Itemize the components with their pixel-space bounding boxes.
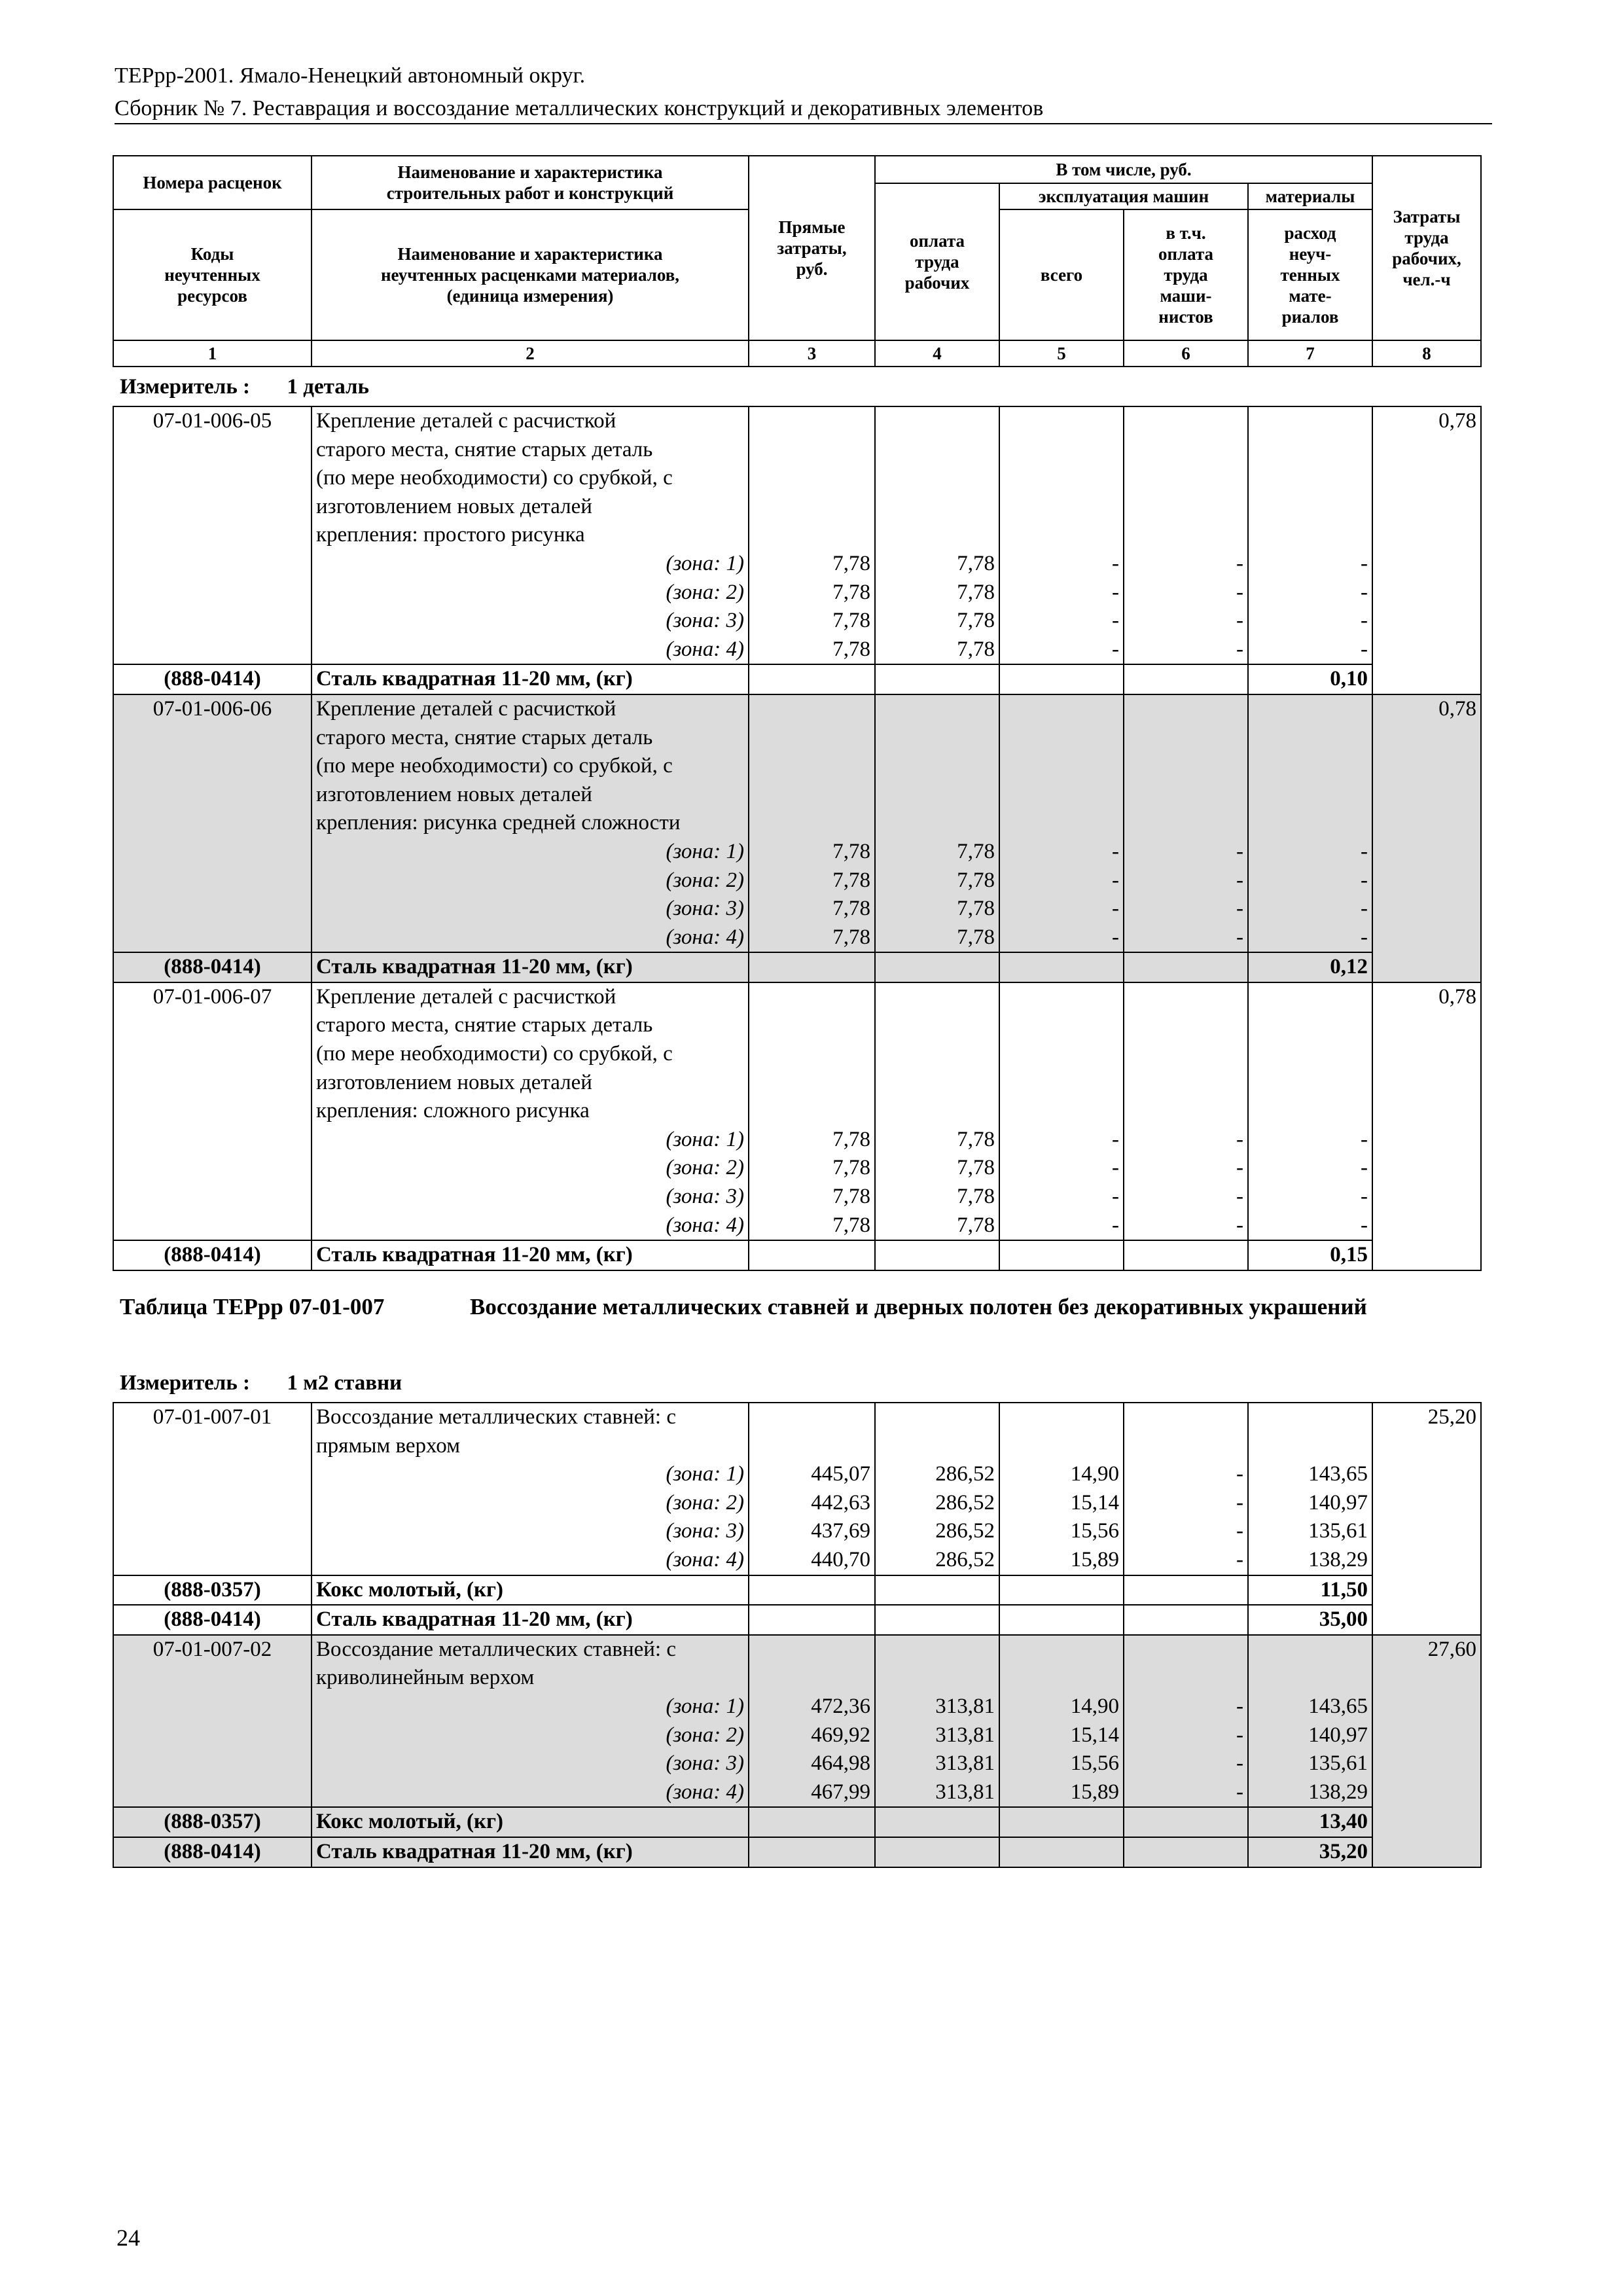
machine-cost-value: - — [1112, 897, 1119, 921]
resource-code: (888-0414) — [113, 952, 312, 982]
direct-cost-value: 445,07 — [811, 1462, 870, 1486]
rate-description — [312, 982, 749, 1240]
empty-cell — [875, 1240, 999, 1270]
machine-cost-value: - — [1112, 925, 1119, 949]
measure-line-1 — [120, 375, 369, 399]
empty-cell — [749, 952, 875, 982]
rates-table-2 — [113, 1402, 1482, 1868]
materials-cost-value: - — [1361, 580, 1368, 604]
machine-cost-value: 15,14 — [1070, 1723, 1119, 1747]
zone-label: (зона: 3) — [666, 1751, 744, 1776]
machine-cost-value: - — [1112, 1127, 1119, 1151]
direct-cost-value: 7,78 — [832, 1213, 870, 1237]
zone-label: (зона: 4) — [666, 925, 744, 949]
machinist-wages-value: - — [1236, 1462, 1243, 1486]
rate-description — [312, 694, 749, 952]
labor-cost-value: 0,78 — [1438, 409, 1476, 433]
header-rule — [115, 123, 1492, 124]
empty-cell — [875, 952, 999, 982]
description-line: крепления: простого рисунка — [316, 523, 585, 547]
col-number-6: 6 — [1124, 340, 1248, 367]
description-line: Воссоздание металлических ставней: с — [316, 1637, 676, 1661]
empty-cell — [999, 1575, 1124, 1605]
machinist-wages-value: - — [1236, 1723, 1243, 1747]
machine-cost-value: 15,89 — [1070, 1780, 1119, 1804]
direct-cost-value: 7,78 — [832, 551, 870, 575]
materials-cost-value: 138,29 — [1308, 1780, 1368, 1804]
table-title-text: Воссоздание металлических ставней и дверных полотен без декоративных украшений — [470, 1294, 1367, 1319]
worker-wages-value: 7,78 — [957, 1185, 995, 1209]
zone-label: (зона: 1) — [666, 1462, 744, 1486]
materials-cost-value: - — [1361, 1156, 1368, 1180]
machine-cost — [999, 1403, 1124, 1575]
direct-cost-value: 437,69 — [811, 1519, 870, 1543]
col3-header: Прямые затраты, руб. — [749, 156, 875, 340]
labor-cost — [1372, 406, 1481, 694]
machinist-wages-value: - — [1236, 1127, 1243, 1151]
zone-label: (зона: 4) — [666, 637, 744, 661]
resource-code: (888-0414) — [113, 1240, 312, 1270]
empty-cell — [1124, 1575, 1248, 1605]
rate-code — [113, 982, 312, 1240]
labor-cost-value: 27,60 — [1427, 1637, 1476, 1661]
resource-row — [113, 1575, 1481, 1605]
rate-description — [312, 1403, 749, 1575]
col-number-1: 1 — [113, 340, 312, 367]
materials-cost-value: - — [1361, 1127, 1368, 1151]
materials-cost-value: - — [1361, 868, 1368, 892]
resource-name: Кокс молотый, (кг) — [312, 1807, 749, 1837]
zone-label: (зона: 4) — [666, 1547, 744, 1571]
worker-wages-value: 313,81 — [935, 1694, 995, 1718]
machine-cost — [999, 982, 1124, 1240]
machinist-wages — [1124, 1403, 1248, 1575]
col7-header: расход неуч- тенных мате- риалов — [1248, 209, 1372, 340]
machine-cost-value: 15,56 — [1070, 1751, 1119, 1776]
machines-header: эксплуатация машин — [999, 183, 1248, 209]
direct-cost-value: 7,78 — [832, 925, 870, 949]
direct-cost — [749, 406, 875, 664]
zone-label: (зона: 3) — [666, 1185, 744, 1209]
materials-cost-value: 143,65 — [1308, 1694, 1368, 1718]
col4-header: оплата труда рабочих — [875, 183, 999, 340]
machinist-wages-value: - — [1236, 637, 1243, 661]
machine-cost-value: - — [1112, 1156, 1119, 1180]
empty-cell — [875, 1575, 999, 1605]
direct-cost-value: 467,99 — [811, 1780, 870, 1804]
zone-label: (зона: 1) — [666, 1127, 744, 1151]
group-header: В том числе, руб. — [875, 156, 1372, 183]
machinist-wages-value: - — [1236, 609, 1243, 633]
zone-label: (зона: 2) — [666, 1490, 744, 1515]
description-line: изготовлением новых деталей — [316, 494, 592, 518]
direct-cost-value: 440,70 — [811, 1547, 870, 1571]
direct-cost — [749, 982, 875, 1240]
materials-cost-value: - — [1361, 925, 1368, 949]
resource-qty: 35,20 — [1248, 1837, 1372, 1867]
machinist-wages-value: - — [1236, 897, 1243, 921]
worker-wages-value: 286,52 — [935, 1519, 995, 1543]
direct-cost-value: 7,78 — [832, 868, 870, 892]
zone-label: (зона: 3) — [666, 897, 744, 921]
resource-name: Сталь квадратная 11-20 мм, (кг) — [312, 664, 749, 694]
zone-label: (зона: 4) — [666, 1780, 744, 1804]
labor-cost — [1372, 1403, 1481, 1635]
resource-qty: 0,10 — [1248, 664, 1372, 694]
direct-cost — [749, 694, 875, 952]
materials-cost-value: 135,61 — [1308, 1519, 1368, 1543]
col-number-5: 5 — [999, 340, 1124, 367]
machine-cost-value: - — [1112, 1213, 1119, 1237]
materials-cost-value: 138,29 — [1308, 1547, 1368, 1571]
materials-cost-value: - — [1361, 637, 1368, 661]
machine-cost — [999, 1635, 1124, 1808]
machinist-wages — [1124, 982, 1248, 1240]
resource-row — [113, 1807, 1481, 1837]
resource-row — [113, 1837, 1481, 1867]
description-line: старого места, снятие старых деталь — [316, 437, 653, 461]
rate-code — [113, 1403, 312, 1575]
description-line: изготовлением новых деталей — [316, 1070, 592, 1094]
materials-cost-value: - — [1361, 897, 1368, 921]
description-line: Воссоздание металлических ставней: с — [316, 1405, 676, 1429]
labor-cost — [1372, 1635, 1481, 1867]
empty-cell — [749, 1605, 875, 1635]
resource-qty: 35,00 — [1248, 1605, 1372, 1635]
materials-cost — [1248, 982, 1372, 1240]
zone-label: (зона: 2) — [666, 580, 744, 604]
machine-cost — [999, 694, 1124, 952]
col5-header: всего — [999, 209, 1124, 340]
direct-cost — [749, 1403, 875, 1575]
worker-wages — [875, 982, 999, 1240]
machine-cost-value: 15,56 — [1070, 1519, 1119, 1543]
empty-cell — [749, 664, 875, 694]
machine-cost-value: 15,89 — [1070, 1547, 1119, 1571]
empty-cell — [875, 1807, 999, 1837]
direct-cost-value: 469,92 — [811, 1723, 870, 1747]
direct-cost-value: 442,63 — [811, 1490, 870, 1515]
labor-cost-value: 25,20 — [1427, 1405, 1476, 1429]
col1-bottom-header: Коды неучтенных ресурсов — [113, 209, 312, 340]
rate-item — [113, 1403, 1481, 1575]
description-line: прямым верхом — [316, 1433, 461, 1458]
empty-cell — [999, 952, 1124, 982]
materials-cost — [1248, 1635, 1372, 1808]
resource-row — [113, 1605, 1481, 1635]
direct-cost-value: 7,78 — [832, 839, 870, 863]
empty-cell — [999, 664, 1124, 694]
materials-cost-value: - — [1361, 1213, 1368, 1237]
machinist-wages-value: - — [1236, 1185, 1243, 1209]
col1-top-header: Номера расценок — [113, 156, 312, 209]
direct-cost-value: 7,78 — [832, 1185, 870, 1209]
col-number-3: 3 — [749, 340, 875, 367]
column-header-table — [113, 155, 1482, 367]
rate-code-text: 07-01-006-05 — [152, 409, 272, 433]
empty-cell — [1124, 1807, 1248, 1837]
machine-cost-value: - — [1112, 868, 1119, 892]
machinist-wages-value: - — [1236, 1694, 1243, 1718]
worker-wages-value: 313,81 — [935, 1780, 995, 1804]
worker-wages-value: 313,81 — [935, 1751, 995, 1776]
empty-cell — [999, 1807, 1124, 1837]
machine-cost-value: 14,90 — [1070, 1694, 1119, 1718]
description-line: крепления: рисунка средней сложности — [316, 811, 681, 835]
empty-cell — [1124, 1605, 1248, 1635]
measure-label: Измеритель : — [120, 1371, 251, 1395]
empty-cell — [875, 1837, 999, 1867]
col2-top-header: Наименование и характеристика строительных работ и конструкций — [312, 156, 749, 209]
worker-wages-value: 7,78 — [957, 868, 995, 892]
materials-cost-value: - — [1361, 1185, 1368, 1209]
machine-cost-value: - — [1112, 580, 1119, 604]
rate-code — [113, 406, 312, 664]
table-title-code: Таблица ТЕРрр 07-01-007 — [120, 1294, 385, 1319]
machine-cost — [999, 406, 1124, 664]
machinist-wages-value: - — [1236, 1751, 1243, 1776]
machinist-wages-value: - — [1236, 1490, 1243, 1515]
worker-wages-value: 7,78 — [957, 551, 995, 575]
empty-cell — [999, 1240, 1124, 1270]
direct-cost-value: 7,78 — [832, 897, 870, 921]
zone-label: (зона: 1) — [666, 1694, 744, 1718]
machine-cost-value: 15,14 — [1070, 1490, 1119, 1515]
empty-cell — [999, 1837, 1124, 1867]
empty-cell — [749, 1575, 875, 1605]
resource-code: (888-0357) — [113, 1575, 312, 1605]
empty-cell — [749, 1837, 875, 1867]
machine-cost-value: - — [1112, 637, 1119, 661]
machinist-wages-value: - — [1236, 1213, 1243, 1237]
direct-cost-value: 7,78 — [832, 637, 870, 661]
resource-row — [113, 1240, 1481, 1270]
labor-cost-value: 0,78 — [1438, 696, 1476, 721]
machinist-wages — [1124, 1635, 1248, 1808]
resource-qty: 0,12 — [1248, 952, 1372, 982]
empty-cell — [1124, 1240, 1248, 1270]
worker-wages-value: 286,52 — [935, 1490, 995, 1515]
worker-wages — [875, 1403, 999, 1575]
empty-cell — [1124, 1837, 1248, 1867]
zone-label: (зона: 2) — [666, 1723, 744, 1747]
worker-wages-value: 7,78 — [957, 1213, 995, 1237]
machinist-wages-value: - — [1236, 1547, 1243, 1571]
rate-item — [113, 406, 1481, 664]
description-line: старого места, снятие старых деталь — [316, 1013, 653, 1037]
machinist-wages-value: - — [1236, 1780, 1243, 1804]
rate-description — [312, 406, 749, 664]
worker-wages-value: 286,52 — [935, 1547, 995, 1571]
direct-cost-value: 7,78 — [832, 1127, 870, 1151]
resource-qty: 13,40 — [1248, 1807, 1372, 1837]
description-line: крепления: сложного рисунка — [316, 1099, 590, 1123]
direct-cost-value: 472,36 — [811, 1694, 870, 1718]
empty-cell — [1124, 952, 1248, 982]
empty-cell — [875, 1605, 999, 1635]
resource-name: Сталь квадратная 11-20 мм, (кг) — [312, 1605, 749, 1635]
worker-wages-value: 7,78 — [957, 839, 995, 863]
rate-code-text: 07-01-006-07 — [152, 984, 272, 1009]
worker-wages — [875, 694, 999, 952]
zone-label: (зона: 4) — [666, 1213, 744, 1237]
machinist-wages-value: - — [1236, 580, 1243, 604]
resource-name: Сталь квадратная 11-20 мм, (кг) — [312, 952, 749, 982]
worker-wages-value: 7,78 — [957, 580, 995, 604]
worker-wages-value: 313,81 — [935, 1723, 995, 1747]
rates-table-1 — [113, 406, 1482, 1271]
rate-code-text: 07-01-007-02 — [152, 1637, 272, 1661]
labor-cost — [1372, 694, 1481, 982]
worker-wages-value: 7,78 — [957, 637, 995, 661]
header-subtitle: Сборник № 7. Реставрация и воссоздание металлических конструкций и декоративных элементов — [115, 96, 1044, 120]
rate-code — [113, 694, 312, 952]
resource-qty: 11,50 — [1248, 1575, 1372, 1605]
resource-name: Сталь квадратная 11-20 мм, (кг) — [312, 1240, 749, 1270]
header-title: ТЕРрр-2001. Ямало-Ненецкий автономный округ. — [115, 63, 586, 88]
page-number: 24 — [116, 2225, 140, 2251]
empty-cell — [749, 1240, 875, 1270]
direct-cost-value: 7,78 — [832, 1156, 870, 1180]
zone-label: (зона: 1) — [666, 551, 744, 575]
description-line: Крепление деталей с расчисткой — [316, 984, 616, 1009]
description-line: старого места, снятие старых деталь — [316, 725, 653, 749]
resource-row — [113, 664, 1481, 694]
machine-cost-value: - — [1112, 839, 1119, 863]
rate-description — [312, 1635, 749, 1808]
materials-cost-value: 140,97 — [1308, 1490, 1368, 1515]
rate-item — [113, 982, 1481, 1240]
rate-code — [113, 1635, 312, 1808]
machinist-wages-value: - — [1236, 868, 1243, 892]
direct-cost-value: 7,78 — [832, 580, 870, 604]
rate-item — [113, 694, 1481, 952]
machine-cost-value: - — [1112, 1185, 1119, 1209]
resource-name: Сталь квадратная 11-20 мм, (кг) — [312, 1837, 749, 1867]
resource-qty: 0,15 — [1248, 1240, 1372, 1270]
resource-row — [113, 952, 1481, 982]
col-number-7: 7 — [1248, 340, 1372, 367]
materials-cost-value: - — [1361, 551, 1368, 575]
empty-cell — [749, 1807, 875, 1837]
direct-cost-value: 7,78 — [832, 609, 870, 633]
resource-code: (888-0414) — [113, 664, 312, 694]
machine-cost-value: - — [1112, 551, 1119, 575]
machinist-wages-value: - — [1236, 1156, 1243, 1180]
worker-wages — [875, 406, 999, 664]
materials-cost-value: - — [1361, 839, 1368, 863]
description-line: криволинейным верхом — [316, 1666, 535, 1690]
worker-wages-value: 286,52 — [935, 1462, 995, 1486]
zone-label: (зона: 2) — [666, 868, 744, 892]
machinist-wages-value: - — [1236, 1519, 1243, 1543]
machine-cost-value: 14,90 — [1070, 1462, 1119, 1486]
measure-line-2 — [120, 1371, 402, 1395]
zone-label: (зона: 1) — [666, 839, 744, 863]
rate-code-text: 07-01-006-06 — [152, 696, 272, 721]
direct-cost — [749, 1635, 875, 1808]
machinist-wages-value: - — [1236, 925, 1243, 949]
worker-wages-value: 7,78 — [957, 609, 995, 633]
description-line: (по мере необходимости) со срубкой, с — [316, 754, 673, 778]
col-number-2: 2 — [312, 340, 749, 367]
description-line: Крепление деталей с расчисткой — [316, 409, 616, 433]
resource-code: (888-0357) — [113, 1807, 312, 1837]
measure-value: 1 деталь — [287, 375, 369, 399]
zone-label: (зона: 3) — [666, 1519, 744, 1543]
empty-cell — [875, 664, 999, 694]
empty-cell — [999, 1605, 1124, 1635]
materials-cost — [1248, 406, 1372, 664]
resource-code: (888-0414) — [113, 1605, 312, 1635]
rate-item — [113, 1635, 1481, 1808]
direct-cost-value: 464,98 — [811, 1751, 870, 1776]
measure-value: 1 м2 ставни — [287, 1371, 402, 1395]
worker-wages — [875, 1635, 999, 1808]
col6-header: в т.ч. оплата труда маши- нистов — [1124, 209, 1248, 340]
materials-cost — [1248, 694, 1372, 952]
worker-wages-value: 7,78 — [957, 1127, 995, 1151]
description-line: (по мере необходимости) со срубкой, с — [316, 466, 673, 490]
materials-cost-value: - — [1361, 609, 1368, 633]
materials-cost-value: 140,97 — [1308, 1723, 1368, 1747]
machinist-wages-value: - — [1236, 839, 1243, 863]
empty-cell — [1124, 664, 1248, 694]
machinist-wages — [1124, 406, 1248, 664]
resource-code: (888-0414) — [113, 1837, 312, 1867]
description-line: (по мере необходимости) со срубкой, с — [316, 1042, 673, 1066]
materials-header: материалы — [1248, 183, 1372, 209]
description-line: Крепление деталей с расчисткой — [316, 696, 616, 721]
materials-cost-value: 143,65 — [1308, 1462, 1368, 1486]
worker-wages-value: 7,78 — [957, 897, 995, 921]
worker-wages-value: 7,78 — [957, 925, 995, 949]
zone-label: (зона: 2) — [666, 1156, 744, 1180]
materials-cost-value: 135,61 — [1308, 1751, 1368, 1776]
machine-cost-value: - — [1112, 609, 1119, 633]
labor-cost-value: 0,78 — [1438, 984, 1476, 1009]
col2-bottom-header: Наименование и характеристика неучтенных расценками материалов, (единица измерения) — [312, 209, 749, 340]
description-line: изготовлением новых деталей — [316, 782, 592, 806]
machinist-wages — [1124, 694, 1248, 952]
rate-code-text: 07-01-007-01 — [152, 1405, 272, 1429]
col-number-8: 8 — [1372, 340, 1481, 367]
worker-wages-value: 7,78 — [957, 1156, 995, 1180]
resource-name: Кокс молотый, (кг) — [312, 1575, 749, 1605]
zone-label: (зона: 3) — [666, 609, 744, 633]
materials-cost — [1248, 1403, 1372, 1575]
col8-header: Затраты труда рабочих, чел.-ч — [1372, 156, 1481, 340]
machinist-wages-value: - — [1236, 551, 1243, 575]
measure-label: Измеритель : — [120, 375, 251, 399]
labor-cost — [1372, 982, 1481, 1270]
col-number-4: 4 — [875, 340, 999, 367]
